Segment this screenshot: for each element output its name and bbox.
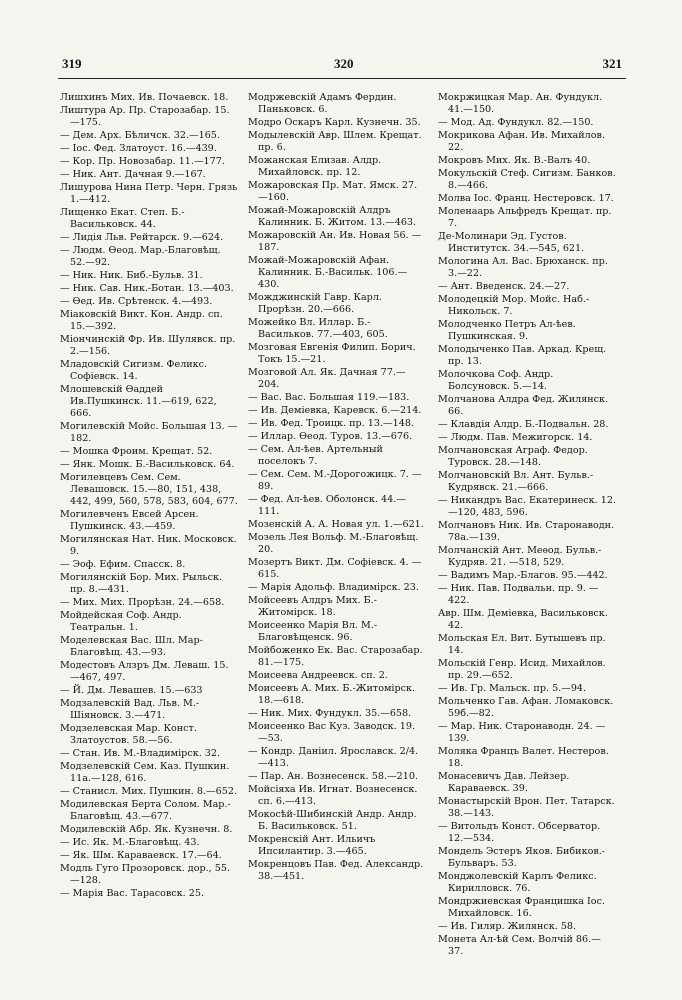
directory-entry: Модилевскій Абр. Як. Кузнечн. 8. xyxy=(60,824,233,835)
directory-entry: Лищенко Екат. Степ. Б.-Васильковск. 44. xyxy=(60,207,185,230)
directory-entry: — Ник. Ант. Дачная 9.—167. xyxy=(60,169,206,180)
directory-entry: Можджинскій Гавр. Карл. Прорѣзн. 20.—666. xyxy=(248,292,382,315)
directory-entry: Моляка Францъ Валет. Нестеров. 18. xyxy=(438,746,609,769)
directory-entry: Міончинскій Фр. Ив. Шулявск. пр. 2.—156. xyxy=(60,334,236,357)
column-3 xyxy=(438,92,616,959)
directory-entry: — Витольдъ Конст. Обсерватор. 12.—534. xyxy=(438,821,601,844)
directory-entry: Модро Оскаръ Карл. Кузнечн. 35. xyxy=(248,117,421,128)
directory-entry: Моисеева Андреевск. сп. 2. xyxy=(248,670,388,681)
directory-entry: Мозговая Евгенія Филип. Борич. Токъ 15.—21. xyxy=(248,342,416,365)
directory-entry: Мозенскій А. А. Новая ул. 1.—621. xyxy=(248,519,424,530)
directory-entry: Монджолевскій Карлъ Феликс. Кирилловск. 76. xyxy=(438,871,597,894)
directory-entry: Мокосѣй-Шибинскій Андр. Андр. Б. Васильковск. 51. xyxy=(248,809,417,832)
directory-entry: — Мар. Ник. Старонаводн. 24. —139. xyxy=(438,721,606,744)
directory-entry: — Станисл. Мих. Пушкин. 8.—652. xyxy=(60,786,238,797)
directory-entry: Можаровская Пр. Мат. Ямск. 27.—160. xyxy=(248,180,418,203)
column-2 xyxy=(248,92,426,884)
directory-entry: Мойсеевъ Алдръ Мих. Б.-Житомірск. 18. xyxy=(248,595,377,618)
directory-entry: Молва Іос. Франц. Нестеровск. 17. xyxy=(438,193,614,204)
directory-entry: — Янк. Мошк. Б.-Васильковск. 64. xyxy=(60,459,235,470)
directory-entry: — Дем. Арх. Бѣличск. 32.—165. xyxy=(60,130,220,141)
directory-entry: Могилянскій Бор. Мих. Рыльск. пр. 8.—431. xyxy=(60,572,223,595)
directory-entry: Молчанова Алдра Фед. Жилянск. 66. xyxy=(438,394,609,417)
directory-entry: Монета Ал-ѣй Сем. Волчій 86.—37. xyxy=(438,934,601,957)
column-1 xyxy=(60,92,238,901)
directory-entry: — Мод. Ад. Фундукл. 82.—150. xyxy=(438,117,594,128)
directory-entry: — Ив. Гр. Мальск. пр. 5.—94. xyxy=(438,683,587,694)
directory-entry: — Кор. Пр. Новозабар. 11.—177. xyxy=(60,156,225,167)
directory-entry: Могилевченъ Евсей Арсен. Пушкинск. 43.—459. xyxy=(60,509,199,532)
directory-entry: — Людм. Ѳеод. Мар.-Благовѣщ. 52.—92. xyxy=(60,245,221,268)
directory-entry: Авр. Шм. Деміевка, Васильковск. 42. xyxy=(438,608,608,631)
page-header xyxy=(62,56,622,74)
directory-entry: — Пар. Ан. Вознесенск. 58.—210. xyxy=(248,771,418,782)
directory-entry: Молочкова Соф. Андр. Болсуновск. 5.—14. xyxy=(438,369,554,392)
directory-entry: Мойбоженко Ек. Вас. Старозабар. 81.—175. xyxy=(248,645,423,668)
directory-entry: Молчановскій Вл. Ант. Бульв.-Кудрявск. 21.—666. xyxy=(438,470,594,493)
directory-entry: Лишхинъ Мих. Ив. Почаевск. 18. xyxy=(60,92,229,103)
directory-entry: Молчановъ Ник. Ив. Старонаводн. 78а.—139. xyxy=(438,520,615,543)
directory-entry: Моленаарь Альфредъ Крещат. пр. 7. xyxy=(438,206,612,229)
directory-entry: Мольская Ел. Вит. Бутышевъ пр. 14. xyxy=(438,633,606,656)
directory-entry: Мондель Эстеръ Яков. Бибиков.-Бульваръ. 53. xyxy=(438,846,606,869)
page-number-left: 319 xyxy=(62,56,82,71)
directory-entry: — Никандръ Вас. Екатеринеск. 12.—120, 483, 596. xyxy=(438,495,616,518)
directory-entry: Моделевская Вас. Шл. Мар-Благовѣщ. 43.—93. xyxy=(60,635,203,658)
directory-entry: — Лидія Льв. Рейтарск. 9.—624. xyxy=(60,232,224,243)
page-number-right: 321 xyxy=(602,56,622,71)
directory-entry: — Вадимъ Мар.-Благов. 95.—442. xyxy=(438,570,608,581)
directory-entry: — Ник. Мих. Фундукл. 35.—658. xyxy=(248,708,412,719)
directory-entry: Мольченко Гав. Афан. Ломаковск. 59б.—82. xyxy=(438,696,614,719)
directory-entry: Мокульскій Стеф. Сигизм. Банков. 8.—466. xyxy=(438,168,616,191)
directory-entry: Модзелевская Мар. Конст. Златоустов. 58.—56. xyxy=(60,723,197,746)
directory-entry: — Марія Вас. Тарасовск. 25. xyxy=(60,888,204,899)
directory-entry: Мойдейская Соф. Андр. Театральн. 1. xyxy=(60,610,182,633)
directory-entry: — Як. Шм. Караваевск. 17.—64. xyxy=(60,850,222,861)
directory-entry: — Иллар. Ѳеод. Туров. 13.—676. xyxy=(248,431,413,442)
directory-entry: Молодыченко Пав. Аркад. Крещ. пр. 13. xyxy=(438,344,607,367)
directory-entry: — Сем. Сем. М.-Дорогожицк. 7. —89. xyxy=(248,469,422,492)
directory-entry: Молодецкій Мор. Мойс. Наб.-Никольск. 7. xyxy=(438,294,590,317)
directory-entry: Могилянская Нат. Ник. Московск. 9. xyxy=(60,534,237,557)
directory-entry: — Мих. Мих. Прорѣзн. 24.—658. xyxy=(60,597,225,608)
directory-entry: Модилевская Берта Солом. Мар.-Благовѣщ. 43.—677. xyxy=(60,799,231,822)
directory-entry: Монастырскій Врон. Пет. Татарск. 38.—143. xyxy=(438,796,615,819)
directory-entry: — Людм. Пав. Межигорск. 14. xyxy=(438,432,593,443)
directory-entry: Модль Гуго Прозоровск. дор., 55.—128. xyxy=(60,863,231,886)
directory-entry: — Фед. Ал-ѣев. Оболонск. 44.—111. xyxy=(248,494,406,517)
directory-entry: Мокржицкая Мар. Ан. Фундукл. 41.—150. xyxy=(438,92,603,115)
page-number-center: 320 xyxy=(334,56,354,71)
directory-entry: Мондржиевская Францишка Іос. Михайловск. 16. xyxy=(438,896,605,919)
directory-entry: Мокрикова Афан. Ив. Михайлов. 22. xyxy=(438,130,605,153)
directory-entry: Мозговой Ал. Як. Дачная 77.—204. xyxy=(248,367,406,390)
directory-entry: Можаровскій Ан. Ив. Новая 56. —187. xyxy=(248,230,422,253)
directory-entry: — Мошка Фроим. Крещат. 52. xyxy=(60,446,213,457)
directory-entry: Де-Молинари Эд. Густов. Институтск. 34.—545, 621. xyxy=(438,231,585,254)
directory-entry: Модзалевскій Вад. Льв. М.-Шіяновск. 3.—471. xyxy=(60,698,200,721)
directory-entry: Молодченко Петръ Ал-ѣев. Пушкинская. 9. xyxy=(438,319,576,342)
directory-entry: Лишурова Нина Петр. Черн. Грязь 1.—412. xyxy=(60,182,238,205)
header-rule xyxy=(58,78,626,79)
directory-entry: Младовскій Сигизм. Феликс. Софіевск. 14. xyxy=(60,359,208,382)
directory-entry: — Ис. Як. М.-Благовѣщ. 43. xyxy=(60,837,200,848)
directory-entry: Лиштура Ар. Пр. Старозабар. 15.—175. xyxy=(60,105,230,128)
directory-entry: Моисеевъ А. Мих. Б.-Житомірск. 18.—618. xyxy=(248,683,416,706)
directory-entry: — Ѳед. Ив. Срѣтенск. 4.—493. xyxy=(60,296,213,307)
directory-entry: — Ник. Сав. Ник.-Ботан. 13.—403. xyxy=(60,283,234,294)
directory-entry: Мольскій Генр. Исид. Михайлов. пр. 29.—652. xyxy=(438,658,606,681)
directory-entry: — Ник. Пав. Подвальн. пр. 9. —422. xyxy=(438,583,599,606)
directory-entry: — Ник. Ник. Биб.-Бульв. 31. xyxy=(60,270,203,281)
directory-entry: — Ив. Фед. Троицк. пр. 13.—148. xyxy=(248,418,414,429)
directory-entry: Монасевичъ Дав. Лейзер. Караваевск. 39. xyxy=(438,771,570,794)
directory-entry: Мойсіяха Ив. Игнат. Вознесенск. сп. 6.—413. xyxy=(248,784,418,807)
directory-entry: Мокренскій Ант. Ильичъ Ипсилантир. 3.—465. xyxy=(248,834,376,857)
directory-entry: Можейко Вл. Иллар. Б.-Васильков. 77.—403, 605. xyxy=(248,317,388,340)
directory-entry: — Ив. Гиляр. Жилянск. 58. xyxy=(438,921,577,932)
directory-entry: Модзелевскій Сем. Каз. Пушкин. 11а.—128, 616. xyxy=(60,761,230,784)
directory-entry: Можай-Можаровскій Алдръ Калинник. Б. Житом. 13.—463. xyxy=(248,205,417,228)
directory-entry: Мозертъ Викт. Дм. Софіевск. 4. —615. xyxy=(248,557,422,580)
directory-entry: — Эоф. Ефим. Спасск. 8. xyxy=(60,559,186,570)
directory-entry: Могилевцевъ Сем. Сем. Левашовск. 15.—80, 151, 438, 442, 499, 560, 578, 583, 604, 677. xyxy=(60,472,238,507)
directory-entry: Міаковскій Викт. Кон. Андр. сп. 15.—392. xyxy=(60,309,223,332)
directory-entry: — Ив. Деміевка, Каревск. 6.—214. xyxy=(248,405,422,416)
directory-entry: Моисеенко Вас Куз. Заводск. 19. —53. xyxy=(248,721,416,744)
directory-entry: Мозель Лея Вольф. М.-Благовѣщ. 20. xyxy=(248,532,419,555)
directory-entry: Молчановская Аграф. Федор. Туровск. 28.—148. xyxy=(438,445,588,468)
directory-entry: Можанская Елизав. Алдр. Михайловск. пр. 12. xyxy=(248,155,382,178)
directory-entry: — Марія Адольф. Владимірск. 23. xyxy=(248,582,419,593)
directory-entry: Мокренцовъ Пав. Фед. Александр. 38.—451. xyxy=(248,859,424,882)
directory-entry: — Стан. Ив. М.-Владимірск. 32. xyxy=(60,748,221,759)
directory-entry: — Й. Дм. Левашев. 15.—633 xyxy=(60,685,203,696)
directory-entry: Могилевскій Мойс. Большая 13. —182. xyxy=(60,421,238,444)
directory-entry: — Іос. Фед. Златоуст. 16.—439. xyxy=(60,143,217,154)
directory-entry: — Вас. Вас. Большая 119.—183. xyxy=(248,392,410,403)
directory-entry: Мологина Ал. Вас. Брюханск. пр. 3.—22. xyxy=(438,256,608,279)
directory-entry: Моисеенко Марія Вл. М.-Благовѣщенск. 96. xyxy=(248,620,378,643)
directory-entry: Млошевскій Ѳаддей Ив.Пушкинск. 11.—619, 622, 666. xyxy=(60,384,217,419)
directory-entry: — Сем. Ал-ѣев. Артельный поселокъ 7. xyxy=(248,444,383,467)
directory-entry: Модржевскій Адамъ Фердин. Паньковск. 6. xyxy=(248,92,397,115)
directory-entry: Мокровъ Мих. Як. В.-Валъ 40. xyxy=(438,155,591,166)
directory-entry: — Клавдія Алдр. Б.-Подвальн. 28. xyxy=(438,419,609,430)
directory-entry: Молчанскій Ант. Меѳод. Бульв.-Кудряв. 21. —518, 529. xyxy=(438,545,602,568)
directory-entry: — Ант. Введенск. 24.—27. xyxy=(438,281,570,292)
directory-entry: — Кондр. Даніил. Ярославск. 2/4.—413. xyxy=(248,746,419,769)
directory-entry: Модылевскій Авр. Шлем. Крещат. пр. 6. xyxy=(248,130,422,153)
directory-entry: Можай-Можаровскій Афан. Калинник. Б.-Васильк. 106.—430. xyxy=(248,255,408,290)
directory-entry: Модестовъ Алзръ Дм. Леваш. 15.—467, 497. xyxy=(60,660,229,683)
